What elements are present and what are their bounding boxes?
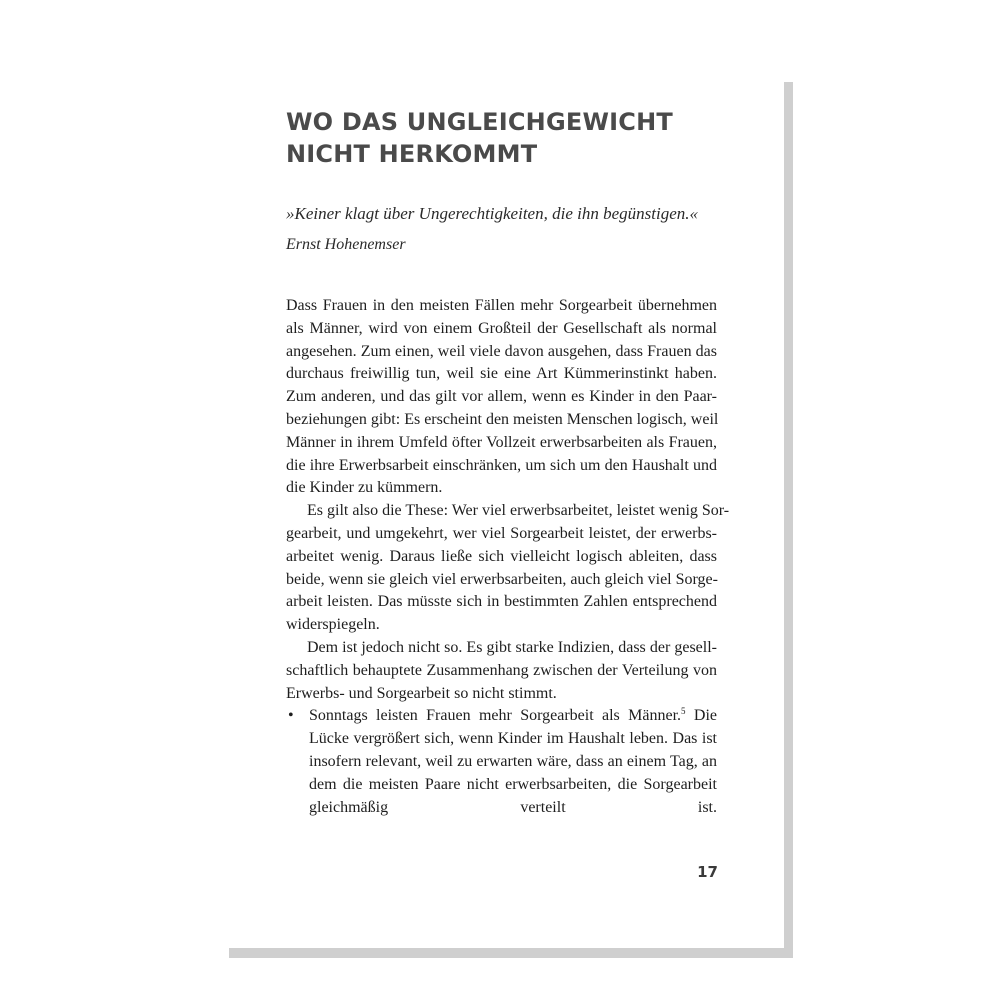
body-text [286, 295, 730, 819]
epigraph-author: Ernst Hohenemser [286, 236, 406, 253]
book-page [220, 72, 784, 948]
paragraph-3 [286, 637, 717, 705]
bullet-marker: • [288, 707, 294, 725]
text-line [309, 705, 717, 728]
text-line: als Männer, wird von einem Großteil der Gesellschaft als normal [286, 319, 717, 337]
text-line: Dass Frauen in den meisten Fällen mehr Sorgearbeit übernehmen [286, 297, 717, 314]
text-line: Erwerbs- und Sorgearbeit so nicht stimmt. [286, 684, 557, 702]
text-line: widerspiegeln. [286, 616, 380, 634]
footnote-reference: 5 [681, 706, 686, 717]
chapter-title [286, 106, 726, 170]
bullet-item [286, 705, 717, 819]
paragraph-2 [286, 500, 730, 637]
bullet-text-end: Die [685, 707, 717, 725]
text-line: arbeitet wenig. Daraus ließe sich vielleicht logisch ableiten, dass [286, 547, 717, 565]
page-number: 17 [697, 863, 718, 881]
text-line: gearbeit, und umgekehrt, wer viel Sorgearbeit leistet, der erwerbs- [286, 524, 717, 542]
text-line: die ihre Erwerbsarbeit einschränken, um sich um den Haushalt und [286, 456, 717, 474]
text-line: Zum anderen, und das gilt vor allem, wenn es Kinder in den Paar- [286, 388, 717, 406]
text-line: angesehen. Zum einen, weil viele davon ausgehen, dass Frauen das [286, 342, 717, 360]
text-line: gleichmäßig verteilt ist. [309, 798, 717, 816]
text-line: Lücke vergrößert sich, wenn Kinder im Haushalt leben. Das ist [309, 730, 717, 748]
epigraph-quote: »Keiner klagt über Ungerechtigkeiten, die ihn begünstigen.« [286, 204, 698, 223]
paragraph-1 [286, 295, 717, 500]
text-line: die Kinder zu kümmern. [286, 479, 443, 497]
text-line: arbeit leisten. Das müsste sich in bestimmten Zahlen entsprechend [286, 593, 717, 611]
chapter-title-line-2: NICHT HERKOMMT [286, 140, 538, 168]
text-line: beziehungen gibt: Es erscheint den meisten Menschen logisch, weil [286, 410, 719, 428]
text-line: dem die meisten Paare nicht erwerbsarbeiten, die Sorgearbeit [309, 775, 717, 793]
text-line: durchaus freiwillig tun, weil sie eine Art Kümmerinstinkt haben. [286, 365, 717, 383]
text-line: Männer in ihrem Umfeld öfter Vollzeit erwerbsarbeiten als Frauen, [286, 433, 717, 451]
bullet-text-start: Sonntags leisten Frauen mehr Sorgearbeit als Männer. [309, 707, 682, 725]
chapter-title-line-1: WO DAS UNGLEICHGEWICHT [286, 108, 673, 136]
text-line: Es gilt also die These: Wer viel erwerbsarbeitet, leistet wenig Sor- [307, 502, 730, 520]
text-line: beide, wenn sie gleich viel erwerbsarbeiten, auch gleich viel Sorge- [286, 570, 718, 588]
text-line: schaftlich behauptete Zusammenhang zwischen der Verteilung von [286, 661, 717, 679]
text-line: insofern relevant, weil zu erwarten wäre, dass an einem Tag, an [309, 752, 717, 770]
text-line: Dem ist jedoch nicht so. Es gibt starke Indizien, dass der gesell- [307, 638, 717, 656]
